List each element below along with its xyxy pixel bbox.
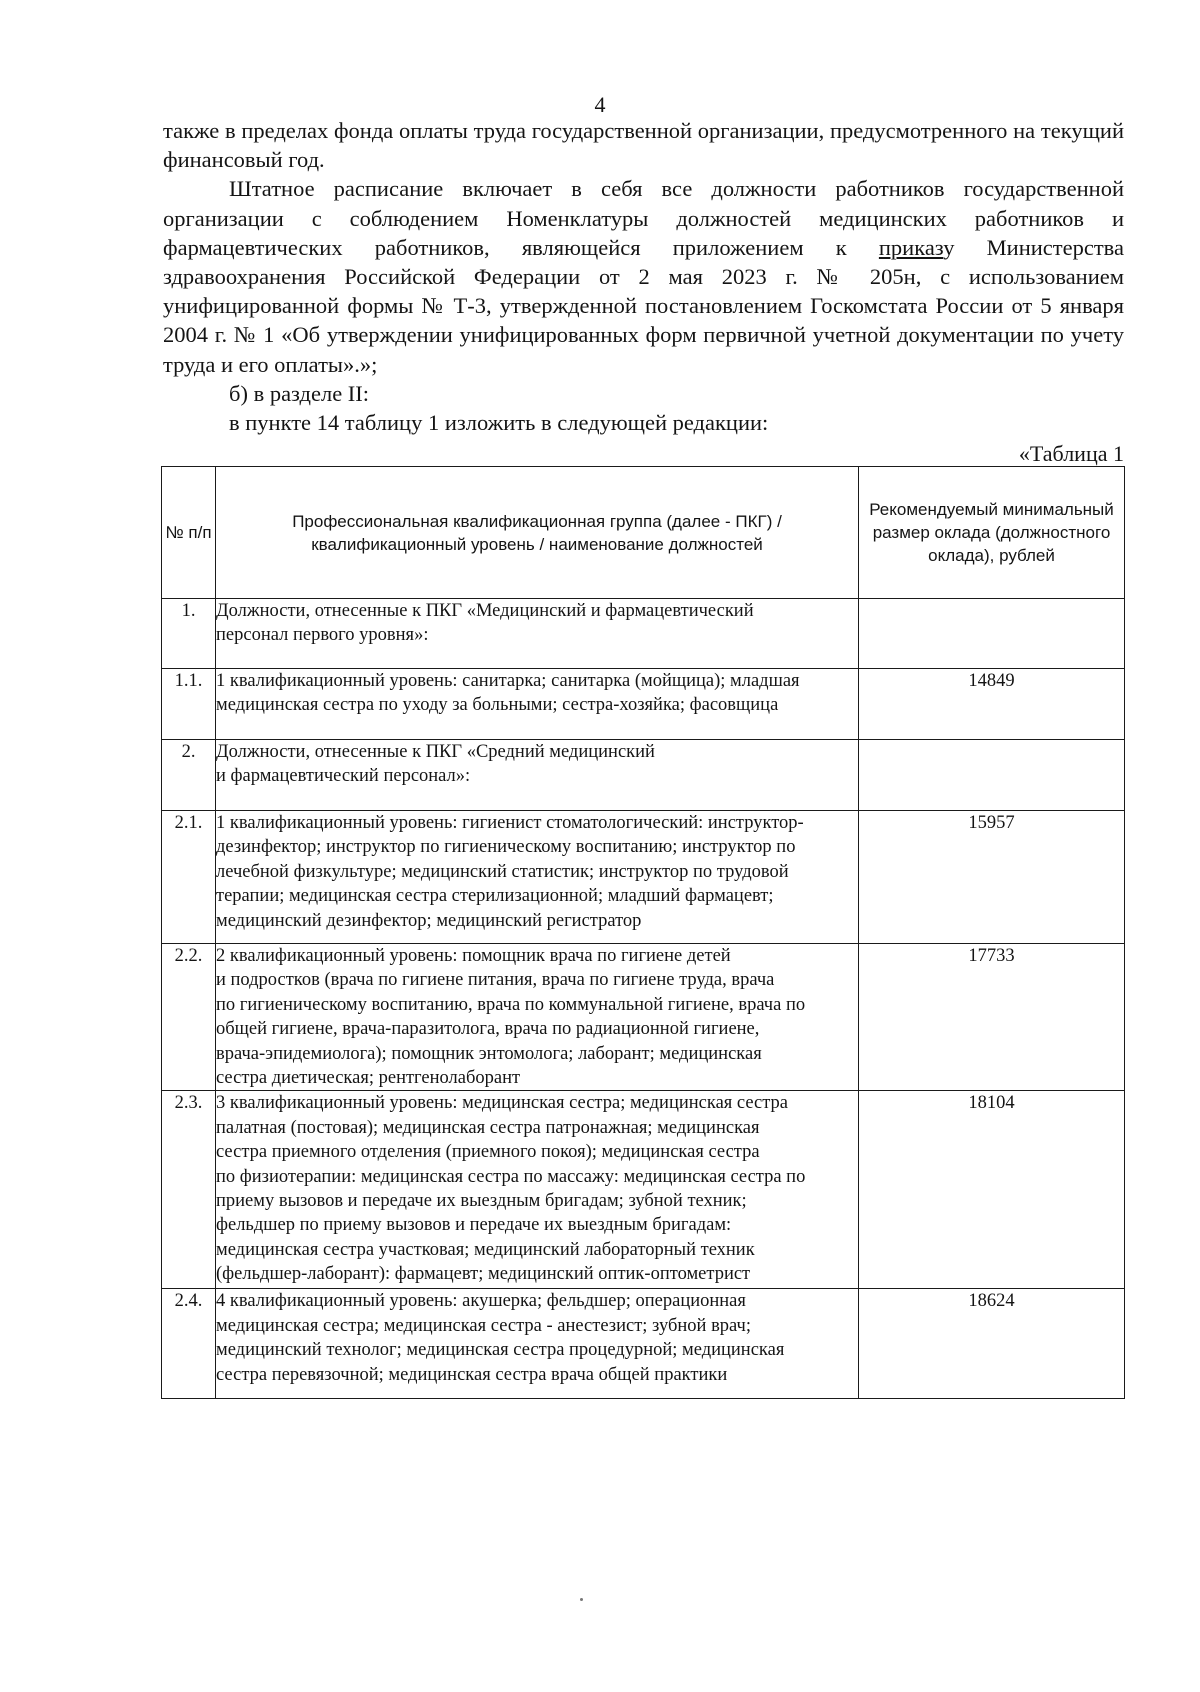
body-text bbox=[163, 116, 1124, 437]
row-description-line: и фармацевтический персонал»: bbox=[216, 766, 471, 787]
table-row bbox=[162, 599, 1125, 669]
row-description bbox=[216, 944, 859, 1091]
row-description-line: медицинский дезинфектор; медицинский регистратор bbox=[216, 910, 642, 931]
row-description-line: сестра диетическая; рентгенолаборант bbox=[216, 1068, 521, 1089]
row-number: 1. bbox=[162, 599, 216, 669]
paragraph-2 bbox=[163, 174, 1124, 378]
header-salary: Рекомендуемый минимальный размер оклада (должностного оклада), рублей bbox=[859, 467, 1125, 599]
row-description-line: сестра перевязочной; медицинская сестра врача общей практики bbox=[216, 1364, 728, 1385]
row-description-line: палатная (постовая); медицинская сестра патронажная; медицинская bbox=[216, 1117, 760, 1138]
row-salary bbox=[859, 599, 1125, 669]
row-salary: 15957 bbox=[859, 811, 1125, 944]
row-salary: 18624 bbox=[859, 1289, 1125, 1399]
row-number: 1.1. bbox=[162, 669, 216, 740]
table-row bbox=[162, 944, 1125, 1091]
table-row bbox=[162, 811, 1125, 944]
row-description bbox=[216, 811, 859, 944]
row-description-line: по физиотерапии: медицинская сестра по массажу: медицинская сестра по bbox=[216, 1166, 806, 1187]
row-description-line: 1 квалификационный уровень: санитарка; санитарка (мойщица); младшая bbox=[216, 671, 800, 691]
table-body bbox=[162, 599, 1125, 1399]
paragraph-3: б) в разделе II: bbox=[229, 380, 370, 406]
row-description-line: Должности, отнесенные к ПКГ «Средний медицинский bbox=[216, 742, 655, 762]
row-description bbox=[216, 740, 859, 811]
row-salary bbox=[859, 740, 1125, 811]
row-number: 2. bbox=[162, 740, 216, 811]
row-description-line: приему вызовов и передаче их выездным бригадам; зубной техник; bbox=[216, 1191, 747, 1212]
row-number: 2.2. bbox=[162, 944, 216, 1091]
row-description-line: 4 квалификационный уровень: акушерка; фельдшер; операционная bbox=[216, 1291, 746, 1312]
row-description-line: 3 квалификационный уровень: медицинская сестра; медицинская сестра bbox=[216, 1093, 789, 1114]
row-description-line: (фельдшер-лаборант): фармацевт; медицинский оптик-оптометрист bbox=[216, 1264, 751, 1285]
row-description-line: медицинская сестра по уходу за больными; сестра-хозяйка; фасовщица bbox=[216, 695, 779, 716]
row-description-line: 2 квалификационный уровень: помощник врача по гигиене детей bbox=[216, 946, 731, 966]
header-group: Профессиональная квалификационная группа (далее - ПКГ) / квалификационный уровень / наименование должностей bbox=[216, 467, 859, 599]
scan-dot bbox=[580, 1598, 583, 1601]
row-description-line: сестра приемного отделения (приемного покоя); медицинская сестра bbox=[216, 1142, 760, 1163]
row-salary: 18104 bbox=[859, 1091, 1125, 1289]
row-description bbox=[216, 1289, 859, 1399]
row-description-line: фельдшер по приему вызовов и передаче их выездным бригадам: bbox=[216, 1215, 732, 1236]
salary-table bbox=[161, 466, 1125, 1399]
paragraph-4: в пункте 14 таблицу 1 изложить в следующей редакции: bbox=[229, 410, 769, 436]
row-description bbox=[216, 1091, 859, 1289]
table-row bbox=[162, 669, 1125, 740]
row-description-line: и подростков (врача по гигиене питания, врача по гигиене труда, врача bbox=[216, 970, 775, 991]
row-description-line: врача-эпидемиолога); помощник энтомолога; лаборант; медицинская bbox=[216, 1043, 762, 1064]
table-header-row bbox=[162, 467, 1125, 599]
row-description-line: 1 квалификационный уровень: гигиенист стоматологический: инструктор- bbox=[216, 813, 804, 833]
row-description-line: дезинфектор; инструктор по гигиеническому воспитанию; инструктор по bbox=[216, 837, 796, 858]
paragraph-2-end: у Министерства здравоохранения Российской Федерации от 2 мая 2023 г. № 205н, с использованием унифицированной формы № Т-3, утвержденной постановлением Госкомстата России от 5 января 2004 г. № 1 «Об утверждении унифицированных форм первичной учетной документации по учету труда и его оплаты».»; bbox=[163, 234, 1124, 377]
row-number: 2.4. bbox=[162, 1289, 216, 1399]
row-salary: 17733 bbox=[859, 944, 1125, 1091]
row-number: 2.1. bbox=[162, 811, 216, 944]
row-description-line: общей гигиене, врача-паразитолога, врача по радиационной гигиене, bbox=[216, 1019, 760, 1040]
table-row bbox=[162, 1289, 1125, 1399]
paragraph-1: также в пределах фонда оплаты труда государственной организации, предусмотренного на текущий финансовый год. bbox=[163, 118, 1124, 173]
row-description-line: по гигиеническому воспитанию, врача по коммунальной гигиене, врача по bbox=[216, 994, 806, 1015]
row-description-line: персонал первого уровня»: bbox=[216, 625, 429, 646]
order-link[interactable]: приказ bbox=[878, 234, 944, 260]
header-number: № п/п bbox=[162, 467, 216, 599]
row-description-line: Должности, отнесенные к ПКГ «Медицинский и фармацевтический bbox=[216, 601, 754, 621]
row-description bbox=[216, 599, 859, 669]
row-description-line: лечебной физкультуре; медицинский статистик; инструктор по трудовой bbox=[216, 861, 789, 882]
row-description-line: терапии; медицинская сестра стерилизационной; младший фармацевт; bbox=[216, 886, 774, 907]
page-number: 4 bbox=[594, 92, 606, 117]
row-description bbox=[216, 669, 859, 740]
row-description-line: медицинский технолог; медицинская сестра процедурной; медицинская bbox=[216, 1340, 785, 1361]
table-row bbox=[162, 740, 1125, 811]
row-salary: 14849 bbox=[859, 669, 1125, 740]
row-description-line: медицинская сестра участковая; медицинский лабораторный техник bbox=[216, 1239, 755, 1260]
table-caption: «Таблица 1 bbox=[1018, 441, 1124, 466]
table-row bbox=[162, 1091, 1125, 1289]
row-description-line: медицинская сестра; медицинская сестра - анестезист; зубной врач; bbox=[216, 1315, 751, 1336]
row-number: 2.3. bbox=[162, 1091, 216, 1289]
paragraph-2-start: Штатное расписание включает в себя все должности работников государственной организации с соблюдением Номенклатуры должностей медицинских работников и фармацевтических работников, являющейся приложением к bbox=[163, 176, 1124, 260]
